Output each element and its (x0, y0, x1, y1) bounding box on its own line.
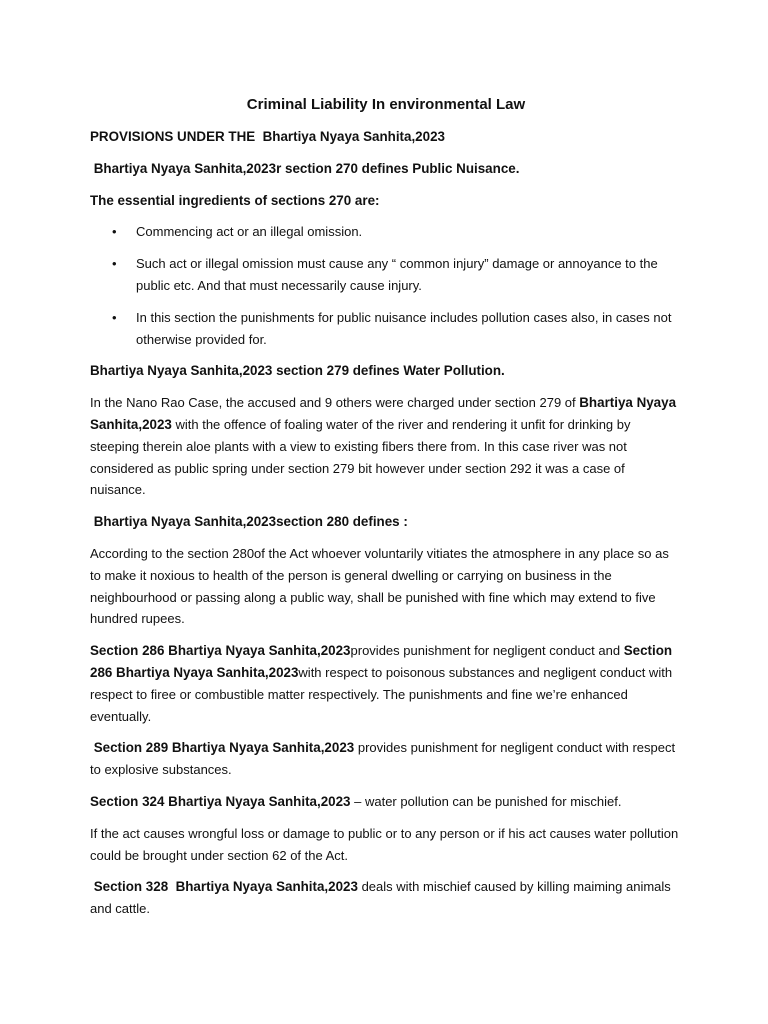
document-page (90, 94, 682, 930)
heading-section-270: Bhartiya Nyaya Sanhita,2023r section 270 defines Public Nuisance. (90, 160, 520, 176)
paragraph-section-280: According to the section 280of the Act whoever voluntarily vitiates the atmosphere in any place so as to make it noxious to health of the person is general dwelling or carrying on business in the neighbourhood or passing along a public way, shall be punished with fine which may extend to five hundred rupees. (90, 545, 669, 627)
paragraph-bold-text: Section 286 Bhartiya Nyaya Sanhita,2023 (90, 643, 673, 680)
ingredients-list (90, 221, 682, 350)
heading-section-279: Bhartiya Nyaya Sanhita,2023 section 279 defines Water Pollution. (90, 363, 505, 379)
heading-essential-ingredients: The essential ingredients of sections 270 are: (90, 192, 380, 208)
list-item (90, 221, 682, 243)
paragraph-bold-text: Section 324 Bhartiya Nyaya Sanhita,2023 (90, 793, 351, 809)
paragraph-bold-text: Section 328 Bhartiya Nyaya Sanhita,2023 (90, 879, 358, 895)
paragraph-bold-text: Bhartiya Nyaya Sanhita,2023 (90, 395, 677, 432)
paragraph-section-289 (90, 737, 682, 781)
paragraph-text: – water pollution can be punished for mischief. (350, 793, 622, 809)
list-item-text: Commencing act or an illegal omission. (136, 224, 363, 240)
paragraph-nano-rao-case (90, 392, 682, 501)
list-item (90, 253, 682, 297)
bullet-icon: • (112, 256, 117, 272)
paragraph-text: provides punishment for negligent conduct with respect to explosive substances. (90, 740, 676, 778)
bullet-icon: • (112, 309, 117, 325)
paragraph-text: deals with mischief caused by killing maiming animals and cattle. (90, 879, 671, 917)
paragraph-text: with respect to poisonous substances and negligent conduct with respect to firee or combustible matter respectively. The punishments and fine we’re enhanced eventually. (90, 664, 673, 724)
heading-section-280: Bhartiya Nyaya Sanhita,2023section 280 defines : (90, 514, 408, 530)
paragraph-bold-text: Section 289 Bhartiya Nyaya Sanhita,2023 (90, 740, 355, 756)
paragraph-text: provides punishment for negligent conduct and (350, 643, 624, 659)
bullet-icon: • (112, 224, 117, 240)
paragraph-section-324 (90, 791, 682, 813)
paragraph-section-286 (90, 640, 682, 727)
list-item (90, 307, 682, 351)
document-title: Criminal Liability In environmental Law (246, 96, 526, 113)
heading-provisions: PROVISIONS UNDER THE Bhartiya Nyaya Sanhita,2023 (90, 129, 445, 144)
paragraph-text: with the offence of foaling water of the river and rendering it unfit for drinking by steeping therein aloe plants with a view to existing fibers there from. In this case river was not considered as public spring under section 279 bit however under section 292 it was a case of nuisance. (90, 416, 631, 498)
list-item-text: Such act or illegal omission must cause any “ common injury” damage or annoyance to the public etc. And that must necessarily cause injury. (136, 256, 658, 293)
paragraph-section-62: If the act causes wrongful loss or damage to public or to any person or if his act causes water pollution could be brought under section 62 of the Act. (90, 825, 679, 863)
list-item-text: In this section the punishments for public nuisance includes pollution cases also, in cases not otherwise provided for. (136, 309, 672, 347)
paragraph-bold-text: Section 286 Bhartiya Nyaya Sanhita,2023 (90, 643, 351, 659)
paragraph-section-328 (90, 876, 682, 920)
paragraph-text: In the Nano Rao Case, the accused and 9 others were charged under section 279 of (90, 395, 580, 411)
